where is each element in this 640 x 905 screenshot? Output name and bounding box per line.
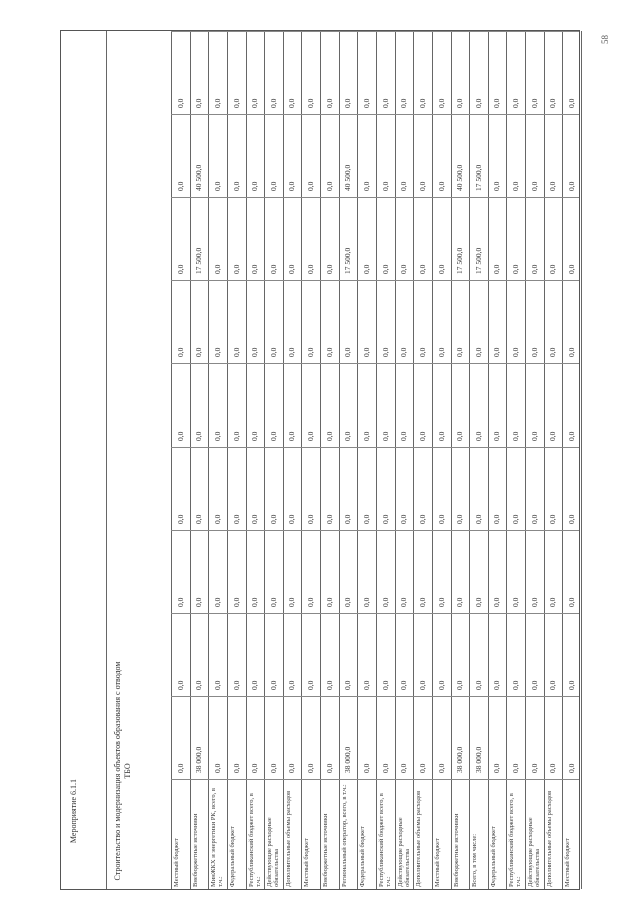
value-cell: 0,0 bbox=[399, 98, 409, 109]
value-cell: 0,0 bbox=[548, 597, 558, 607]
value-cell: 0,0 bbox=[380, 680, 390, 690]
value-cell: 0,0 bbox=[231, 680, 241, 690]
value-cell: 0,0 bbox=[287, 181, 297, 192]
value-cell: 0,0 bbox=[175, 680, 185, 690]
band-divider bbox=[171, 197, 579, 198]
value-cell: 0,0 bbox=[548, 181, 558, 192]
row-divider bbox=[283, 31, 284, 889]
measure-title: Строительство и модернизация объектов образования с отводом ТБО bbox=[113, 661, 132, 881]
value-cell: 0,0 bbox=[324, 597, 334, 607]
value-cell: 0,0 bbox=[175, 431, 185, 441]
value-cell: 0,0 bbox=[175, 597, 185, 607]
row-label: Действующие расходные обязательства bbox=[396, 817, 411, 887]
value-cell: 0,0 bbox=[529, 763, 539, 773]
value-cell: 0,0 bbox=[268, 181, 278, 192]
value-cell: 0,0 bbox=[306, 348, 316, 358]
value-cell: 0,0 bbox=[492, 514, 502, 524]
value-cell: 0,0 bbox=[231, 98, 241, 109]
value-cell: 0,0 bbox=[231, 763, 241, 773]
value-cell: 0,0 bbox=[380, 597, 390, 607]
value-cell: 0,0 bbox=[268, 264, 278, 275]
value-cell: 0,0 bbox=[417, 597, 427, 607]
value-cell: 0,0 bbox=[231, 597, 241, 607]
value-cell: 0,0 bbox=[492, 264, 502, 275]
row-label: Республиканский бюджет всего, в т.ч.: bbox=[247, 793, 262, 887]
value-cell: 0,0 bbox=[436, 348, 446, 358]
value-cell: 0,0 bbox=[455, 348, 465, 358]
value-cell: 0,0 bbox=[306, 98, 316, 109]
value-cell: 0,0 bbox=[212, 98, 222, 109]
row-label: Федеральный бюджет bbox=[228, 826, 236, 887]
row-label: Действующие расходные обязательства bbox=[527, 817, 542, 887]
row-divider bbox=[227, 31, 228, 889]
value-cell: 0,0 bbox=[492, 348, 502, 358]
value-cell: 0,0 bbox=[306, 597, 316, 607]
band-divider bbox=[171, 779, 579, 780]
value-cell: 0,0 bbox=[417, 763, 427, 773]
value-cell: 38 000,0 bbox=[455, 746, 465, 773]
value-cell: 0,0 bbox=[473, 514, 483, 524]
value-cell: 0,0 bbox=[529, 181, 539, 192]
value-cell: 0,0 bbox=[567, 680, 577, 690]
value-cell: 0,0 bbox=[380, 514, 390, 524]
row-divider bbox=[376, 31, 377, 889]
value-cell: 0,0 bbox=[492, 680, 502, 690]
value-cell: 0,0 bbox=[529, 680, 539, 690]
row-divider bbox=[320, 31, 321, 889]
value-cell: 0,0 bbox=[417, 514, 427, 524]
value-cell: 0,0 bbox=[287, 348, 297, 358]
value-cell: 0,0 bbox=[417, 264, 427, 275]
value-cell: 0,0 bbox=[362, 98, 372, 109]
measure-id: Мероприятие 6.1.1 bbox=[69, 778, 78, 844]
value-cell: 0,0 bbox=[567, 597, 577, 607]
value-cell: 0,0 bbox=[268, 763, 278, 773]
value-cell: 0,0 bbox=[287, 98, 297, 109]
band-divider bbox=[171, 613, 579, 614]
row-label: Действующие расходные обязательства bbox=[266, 817, 281, 887]
row-label: Местный бюджет bbox=[303, 838, 311, 887]
value-cell: 0,0 bbox=[529, 597, 539, 607]
value-cell: 0,0 bbox=[567, 763, 577, 773]
value-cell: 38 000,0 bbox=[194, 746, 204, 773]
value-cell: 0,0 bbox=[343, 348, 353, 358]
row-divider bbox=[506, 31, 507, 889]
value-cell: 0,0 bbox=[492, 763, 502, 773]
value-cell: 0,0 bbox=[548, 763, 558, 773]
value-cell: 0,0 bbox=[324, 431, 334, 441]
value-cell: 0,0 bbox=[250, 514, 260, 524]
row-divider bbox=[562, 31, 563, 889]
value-cell: 0,0 bbox=[306, 763, 316, 773]
value-cell: 0,0 bbox=[380, 348, 390, 358]
band-divider bbox=[171, 363, 579, 364]
value-cell: 0,0 bbox=[436, 431, 446, 441]
value-cell: 0,0 bbox=[343, 98, 353, 109]
value-cell: 0,0 bbox=[175, 181, 185, 192]
row-label: Федеральный бюджет bbox=[359, 826, 367, 887]
value-cell: 0,0 bbox=[194, 597, 204, 607]
value-cell: 0,0 bbox=[529, 98, 539, 109]
band-divider bbox=[171, 447, 579, 448]
value-cell: 0,0 bbox=[492, 431, 502, 441]
value-cell: 0,0 bbox=[399, 264, 409, 275]
value-cell: 0,0 bbox=[417, 680, 427, 690]
value-cell: 0,0 bbox=[511, 597, 521, 607]
value-cell: 0,0 bbox=[175, 264, 185, 275]
value-cell: 0,0 bbox=[231, 348, 241, 358]
value-cell: 0,0 bbox=[231, 264, 241, 275]
row-divider bbox=[413, 31, 414, 889]
value-cell: 0,0 bbox=[473, 431, 483, 441]
band-divider bbox=[171, 530, 579, 531]
row-label: Всего, в том числе: bbox=[471, 833, 479, 887]
value-cell: 0,0 bbox=[268, 680, 278, 690]
value-cell: 0,0 bbox=[306, 264, 316, 275]
value-cell: 0,0 bbox=[212, 264, 222, 275]
value-cell: 0,0 bbox=[511, 348, 521, 358]
row-divider bbox=[339, 31, 340, 889]
value-cell: 0,0 bbox=[306, 514, 316, 524]
value-cell: 0,0 bbox=[250, 98, 260, 109]
value-cell: 0,0 bbox=[268, 514, 278, 524]
row-label: Местный бюджет bbox=[173, 838, 180, 887]
value-cell: 0,0 bbox=[511, 514, 521, 524]
value-cell: 0,0 bbox=[343, 514, 353, 524]
value-cell: 0,0 bbox=[324, 181, 334, 192]
value-cell: 0,0 bbox=[268, 348, 278, 358]
value-cell: 0,0 bbox=[287, 514, 297, 524]
row-label: Внебюджетные источники bbox=[322, 813, 330, 887]
value-cell: 0,0 bbox=[567, 348, 577, 358]
band-divider bbox=[171, 696, 579, 697]
value-cell: 0,0 bbox=[436, 264, 446, 275]
value-cell: 0,0 bbox=[250, 181, 260, 192]
value-cell: 0,0 bbox=[175, 763, 185, 773]
value-cell: 0,0 bbox=[324, 264, 334, 275]
row-divider bbox=[581, 31, 582, 889]
value-cell: 0,0 bbox=[436, 597, 446, 607]
row-label: Местный бюджет bbox=[433, 838, 441, 887]
value-cell: 0,0 bbox=[380, 264, 390, 275]
budget-table bbox=[60, 30, 580, 890]
value-cell: 40 500,0 bbox=[194, 164, 204, 192]
value-cell: 0,0 bbox=[399, 348, 409, 358]
value-cell: 0,0 bbox=[287, 763, 297, 773]
column-divider bbox=[106, 31, 107, 889]
value-cell: 0,0 bbox=[306, 431, 316, 441]
value-cell: 0,0 bbox=[548, 264, 558, 275]
row-divider bbox=[190, 31, 191, 889]
row-label: Дополнительные объемы расходов bbox=[284, 790, 292, 887]
value-cell: 17 500,0 bbox=[473, 248, 483, 275]
value-cell: 38 000,0 bbox=[473, 746, 483, 773]
value-cell: 0,0 bbox=[399, 680, 409, 690]
row-label: Федеральный бюджет bbox=[489, 826, 497, 887]
value-cell: 0,0 bbox=[212, 597, 222, 607]
value-cell: 0,0 bbox=[343, 597, 353, 607]
row-divider bbox=[208, 31, 209, 889]
value-cell: 0,0 bbox=[455, 514, 465, 524]
value-cell: 0,0 bbox=[455, 680, 465, 690]
value-cell: 0,0 bbox=[492, 98, 502, 109]
value-cell: 0,0 bbox=[548, 514, 558, 524]
value-cell: 0,0 bbox=[362, 597, 372, 607]
value-cell: 0,0 bbox=[380, 181, 390, 192]
value-cell: 0,0 bbox=[380, 763, 390, 773]
value-cell: 0,0 bbox=[231, 181, 241, 192]
value-cell: 0,0 bbox=[455, 431, 465, 441]
value-cell: 0,0 bbox=[529, 348, 539, 358]
value-cell: 0,0 bbox=[455, 597, 465, 607]
value-cell: 0,0 bbox=[212, 514, 222, 524]
row-divider bbox=[301, 31, 302, 889]
value-cell: 0,0 bbox=[473, 680, 483, 690]
value-cell: 0,0 bbox=[287, 264, 297, 275]
value-cell: 0,0 bbox=[548, 348, 558, 358]
row-divider bbox=[357, 31, 358, 889]
value-cell: 17 500,0 bbox=[194, 248, 204, 275]
value-cell: 0,0 bbox=[511, 181, 521, 192]
value-cell: 0,0 bbox=[324, 514, 334, 524]
value-cell: 0,0 bbox=[436, 680, 446, 690]
value-cell: 0,0 bbox=[175, 514, 185, 524]
value-cell: 0,0 bbox=[194, 514, 204, 524]
value-cell: 38 000,0 bbox=[343, 746, 353, 773]
value-cell: 0,0 bbox=[511, 264, 521, 275]
value-cell: 0,0 bbox=[529, 264, 539, 275]
row-divider bbox=[469, 31, 470, 889]
value-cell: 0,0 bbox=[194, 348, 204, 358]
value-cell: 0,0 bbox=[511, 763, 521, 773]
row-label: Региональный оператор, всего, в т.ч.: bbox=[340, 784, 348, 887]
value-cell: 0,0 bbox=[212, 763, 222, 773]
value-cell: 0,0 bbox=[250, 597, 260, 607]
value-cell: 0,0 bbox=[548, 431, 558, 441]
value-cell: 0,0 bbox=[362, 514, 372, 524]
value-cell: 0,0 bbox=[250, 348, 260, 358]
value-cell: 0,0 bbox=[529, 431, 539, 441]
band-divider bbox=[171, 31, 579, 32]
value-cell: 17 500,0 bbox=[473, 164, 483, 192]
column-divider bbox=[171, 31, 172, 889]
band-divider bbox=[171, 280, 579, 281]
row-label: Внебюджетные источники bbox=[452, 813, 460, 887]
value-cell: 0,0 bbox=[212, 348, 222, 358]
value-cell: 0,0 bbox=[324, 680, 334, 690]
value-cell: 0,0 bbox=[306, 680, 316, 690]
row-divider bbox=[246, 31, 247, 889]
value-cell: 0,0 bbox=[343, 680, 353, 690]
value-cell: 0,0 bbox=[417, 98, 427, 109]
value-cell: 0,0 bbox=[175, 98, 185, 109]
value-cell: 0,0 bbox=[567, 431, 577, 441]
value-cell: 0,0 bbox=[380, 431, 390, 441]
value-cell: 0,0 bbox=[436, 763, 446, 773]
value-cell: 0,0 bbox=[548, 680, 558, 690]
value-cell: 0,0 bbox=[567, 264, 577, 275]
row-divider bbox=[451, 31, 452, 889]
value-cell: 0,0 bbox=[231, 514, 241, 524]
row-divider bbox=[488, 31, 489, 889]
value-cell: 40 500,0 bbox=[343, 164, 353, 192]
row-divider bbox=[544, 31, 545, 889]
row-divider bbox=[525, 31, 526, 889]
page-number: 58 bbox=[600, 35, 610, 44]
value-cell: 0,0 bbox=[417, 181, 427, 192]
value-cell: 0,0 bbox=[473, 597, 483, 607]
value-cell: 0,0 bbox=[287, 431, 297, 441]
row-label: Республиканский бюджет всего, в т.ч.: bbox=[508, 793, 523, 887]
value-cell: 0,0 bbox=[492, 181, 502, 192]
value-cell: 0,0 bbox=[567, 181, 577, 192]
value-cell: 17 500,0 bbox=[455, 248, 465, 275]
value-cell: 0,0 bbox=[362, 763, 372, 773]
row-divider bbox=[395, 31, 396, 889]
value-cell: 0,0 bbox=[380, 98, 390, 109]
value-cell: 0,0 bbox=[567, 98, 577, 109]
row-label: Республиканский бюджет всего, в т.ч.: bbox=[378, 793, 392, 887]
value-cell: 0,0 bbox=[250, 264, 260, 275]
value-cell: 0,0 bbox=[436, 181, 446, 192]
row-divider bbox=[264, 31, 265, 889]
row-label: Дополнительные объемы расходов bbox=[545, 790, 553, 887]
value-cell: 0,0 bbox=[250, 680, 260, 690]
row-label: Внебюджетные источники bbox=[191, 813, 199, 887]
value-cell: 0,0 bbox=[212, 181, 222, 192]
value-cell: 0,0 bbox=[250, 763, 260, 773]
value-cell: 0,0 bbox=[343, 431, 353, 441]
value-cell: 0,0 bbox=[399, 181, 409, 192]
value-cell: 0,0 bbox=[399, 597, 409, 607]
value-cell: 0,0 bbox=[194, 98, 204, 109]
value-cell: 0,0 bbox=[194, 431, 204, 441]
value-cell: 0,0 bbox=[212, 680, 222, 690]
row-label: Местный бюджет bbox=[564, 838, 572, 887]
row-label: МинЖКХ и энергетики РК, всего, в т.ч.: bbox=[210, 788, 225, 887]
band-divider bbox=[171, 114, 579, 115]
value-cell: 0,0 bbox=[473, 98, 483, 109]
value-cell: 0,0 bbox=[529, 514, 539, 524]
value-cell: 0,0 bbox=[511, 98, 521, 109]
value-cell: 0,0 bbox=[306, 181, 316, 192]
value-cell: 0,0 bbox=[268, 597, 278, 607]
value-cell: 0,0 bbox=[324, 763, 334, 773]
value-cell: 0,0 bbox=[417, 348, 427, 358]
row-divider bbox=[432, 31, 433, 889]
value-cell: 0,0 bbox=[268, 431, 278, 441]
value-cell: 0,0 bbox=[548, 98, 558, 109]
value-cell: 0,0 bbox=[399, 431, 409, 441]
value-cell: 0,0 bbox=[250, 431, 260, 441]
value-cell: 0,0 bbox=[362, 680, 372, 690]
value-cell: 0,0 bbox=[455, 98, 465, 109]
value-cell: 0,0 bbox=[212, 431, 222, 441]
value-cell: 0,0 bbox=[417, 431, 427, 441]
value-cell: 0,0 bbox=[399, 514, 409, 524]
value-cell: 40 500,0 bbox=[455, 164, 465, 192]
value-cell: 0,0 bbox=[287, 680, 297, 690]
value-cell: 0,0 bbox=[268, 98, 278, 109]
value-cell: 0,0 bbox=[287, 597, 297, 607]
value-cell: 0,0 bbox=[175, 348, 185, 358]
value-cell: 0,0 bbox=[511, 431, 521, 441]
row-label: Дополнительные объемы расходов bbox=[415, 790, 423, 887]
value-cell: 0,0 bbox=[362, 348, 372, 358]
value-cell: 0,0 bbox=[324, 98, 334, 109]
value-cell: 0,0 bbox=[399, 763, 409, 773]
value-cell: 0,0 bbox=[567, 514, 577, 524]
value-cell: 0,0 bbox=[362, 181, 372, 192]
value-cell: 0,0 bbox=[231, 431, 241, 441]
value-cell: 0,0 bbox=[511, 680, 521, 690]
value-cell: 17 500,0 bbox=[343, 248, 353, 275]
value-cell: 0,0 bbox=[492, 597, 502, 607]
value-cell: 0,0 bbox=[436, 514, 446, 524]
value-cell: 0,0 bbox=[324, 348, 334, 358]
value-cell: 0,0 bbox=[194, 680, 204, 690]
value-cell: 0,0 bbox=[473, 348, 483, 358]
value-cell: 0,0 bbox=[362, 264, 372, 275]
value-cell: 0,0 bbox=[362, 431, 372, 441]
value-cell: 0,0 bbox=[436, 98, 446, 109]
